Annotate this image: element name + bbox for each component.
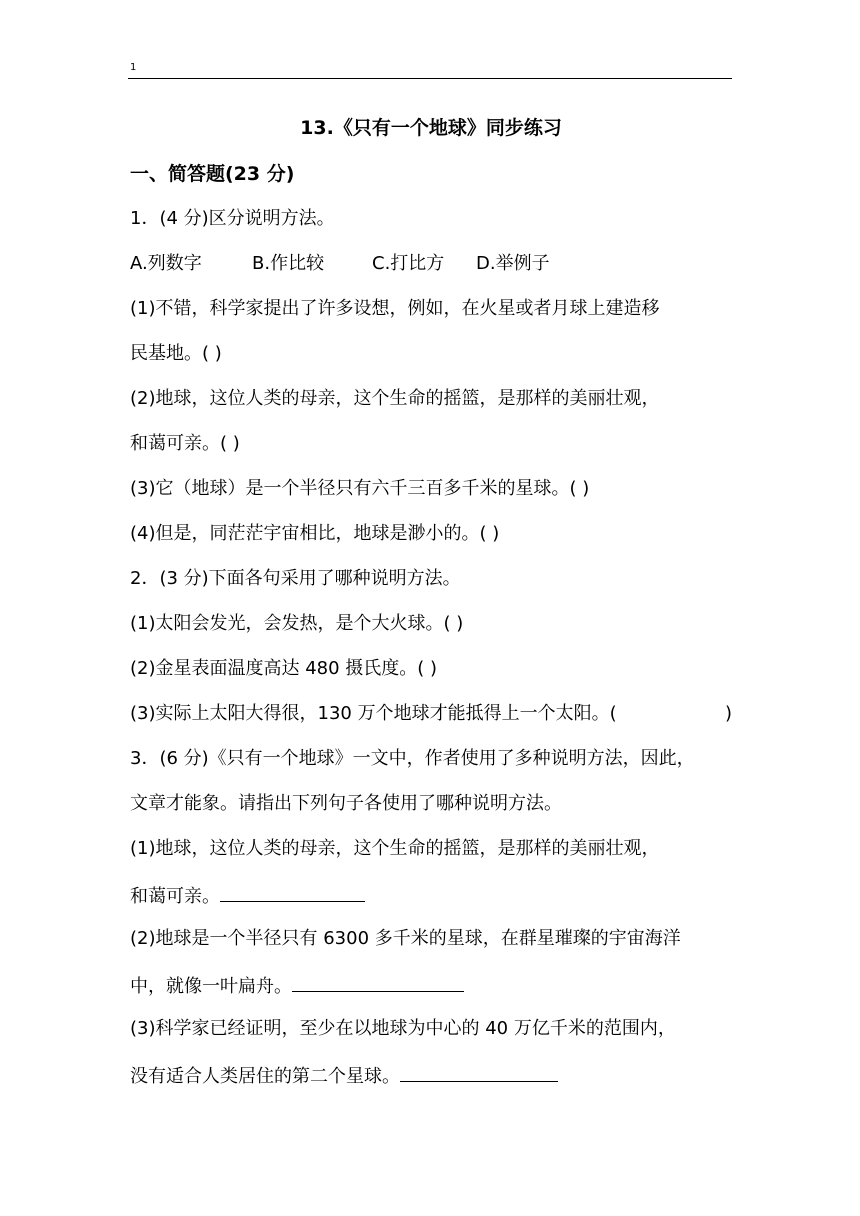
q3-item-2-line-1: (2)地球是一个半径只有 6300 多千米的星球，在群星璀璨的宇宙海洋: [130, 928, 681, 949]
q1-option-b: B.作比较: [252, 253, 325, 274]
q3-stem-line-2: 文章才能象。请指出下列句子各使用了哪种说明方法。: [130, 793, 562, 814]
q1-item-4: (4)但是，同茫茫宇宙相比，地球是渺小的。( ): [130, 523, 500, 544]
q2-item-2: (2)金星表面温度高达 480 摄氏度。( ): [130, 658, 438, 679]
q1-item-2-line-2: 和蔼可亲。( ): [130, 433, 240, 454]
q3-item-3-line-1: (3)科学家已经证明，至少在以地球为中心的 40 万亿千米的范围内，: [130, 1018, 676, 1039]
q3-item-1-line-2: [130, 883, 365, 908]
q3-item-3-answer-blank[interactable]: [400, 1063, 558, 1082]
q3-item-1-text: 和蔼可亲。: [130, 886, 220, 907]
q1-option-c: C.打比方: [372, 253, 445, 274]
q1-item-1-line-2: 民基地。( ): [130, 343, 222, 364]
q3-item-1-answer-blank[interactable]: [220, 883, 365, 902]
q2-item-3: [130, 703, 732, 725]
q2-item-1: (1)太阳会发光，会发热，是个大火球。( ): [130, 613, 464, 634]
q1-options: [130, 253, 550, 275]
section-heading: 一、简答题(23 分): [130, 163, 295, 185]
q3-stem-line-1: 3．(6 分)《只有一个地球》一文中，作者使用了多种说明方法，因此，: [130, 748, 695, 769]
q1-option-d: D.举例子: [476, 253, 550, 274]
q3-item-2-line-2: [130, 973, 464, 998]
page-number: 1: [130, 62, 137, 73]
q1-stem: 1．(4 分)区分说明方法。: [130, 208, 335, 229]
q3-item-3-text: 没有适合人类居住的第二个星球。: [130, 1066, 400, 1087]
q1-option-a: A.列数字: [130, 253, 202, 274]
q1-item-1-line-1: (1)不错，科学家提出了许多设想，例如，在火星或者月球上建造移: [130, 298, 660, 319]
q2-stem: 2．(3 分)下面各句采用了哪种说明方法。: [130, 568, 461, 589]
document-title: 13.《只有一个地球》同步练习: [300, 117, 562, 139]
q3-item-2-text: 中，就像一叶扁舟。: [130, 976, 292, 997]
q3-item-2-answer-blank[interactable]: [292, 973, 464, 992]
q2-item-3-text: (3)实际上太阳大得很，130 万个地球才能抵得上一个太阳。(: [130, 703, 617, 724]
header-rule: [128, 78, 732, 79]
q3-item-3-line-2: [130, 1063, 558, 1088]
q1-item-3: (3)它（地球）是一个半径只有六千三百多千米的星球。( ): [130, 478, 590, 499]
q2-item-3-close-paren: ): [724, 703, 732, 724]
q1-item-2-line-1: (2)地球，这位人类的母亲，这个生命的摇篮，是那样的美丽壮观，: [130, 388, 660, 409]
q3-item-1-line-1: (1)地球，这位人类的母亲，这个生命的摇篮，是那样的美丽壮观，: [130, 838, 660, 859]
